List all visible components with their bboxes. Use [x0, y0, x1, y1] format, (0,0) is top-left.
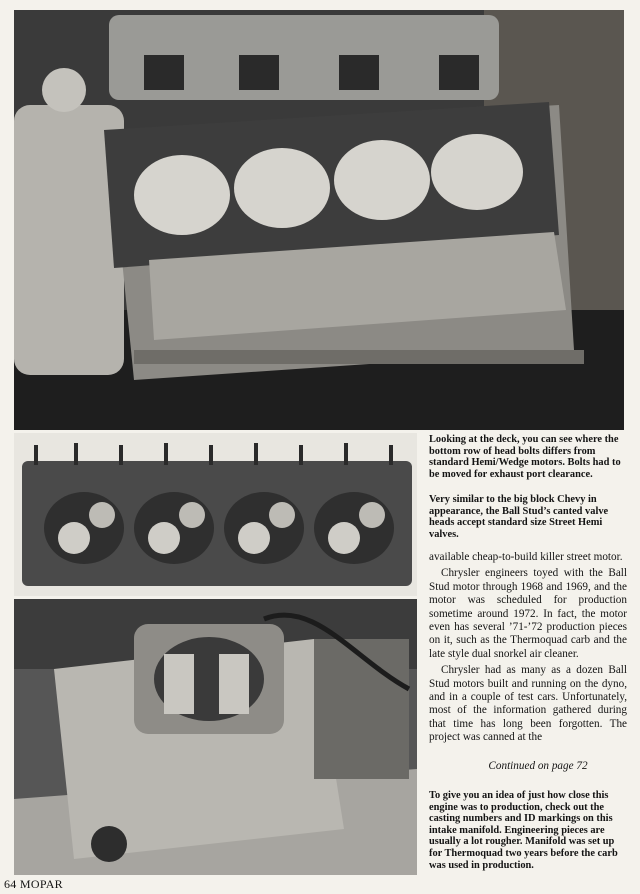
manifold-photo-caption: To give you an idea of just how close this engine was to production, check out the casting numbers and ID markings on this intake manifold. Engineering pieces are usually a lot rougher. Manifold was set up for Thermoquad two years before the carb was used in production.: [429, 790, 618, 871]
engine-block-deck-photo-icon: [14, 10, 624, 430]
cylinder-head-photo: [14, 433, 417, 596]
body-paragraph: Chrysler had as many as a dozen Ball Stud motors built and running on the dyno, and in a couple of test cars. Unfortunately, most of the information gathered during that time has long been forgotten. The project was canned at the: [429, 664, 627, 744]
intake-manifold-photo-icon: [14, 599, 417, 875]
continued-on-page: Continued on page 72: [488, 760, 588, 772]
cylinder-head-caption: Very similar to the big block Chevy in appearance, the Ball Stud’s canted valve heads accept standard size Street Hemi valves.: [429, 494, 609, 540]
page-folio: 64 MOPAR: [4, 877, 63, 891]
body-paragraph: Chrysler engineers toyed with the Ball Stud motor through 1968 and 1969, and the motor was scheduled for production sometime around 1972. In fact, the motor even has several ’71-’72 production pieces on it, such as the Thermoquad carb and the late style dual snorkel air cleaner.: [429, 567, 627, 660]
cylinder-head-photo-icon: [14, 433, 417, 596]
article-body: [429, 551, 627, 748]
deck-photo-caption: Looking at the deck, you can see where the bottom row of head bolts differs from standard Hemi/Wedge motors. Bolts had to be moved for exhaust port clearance.: [429, 434, 621, 480]
engine-deck-photo: [14, 10, 624, 430]
body-paragraph: available cheap-to-build killer street motor.: [429, 551, 623, 563]
intake-manifold-photo: [14, 599, 417, 875]
